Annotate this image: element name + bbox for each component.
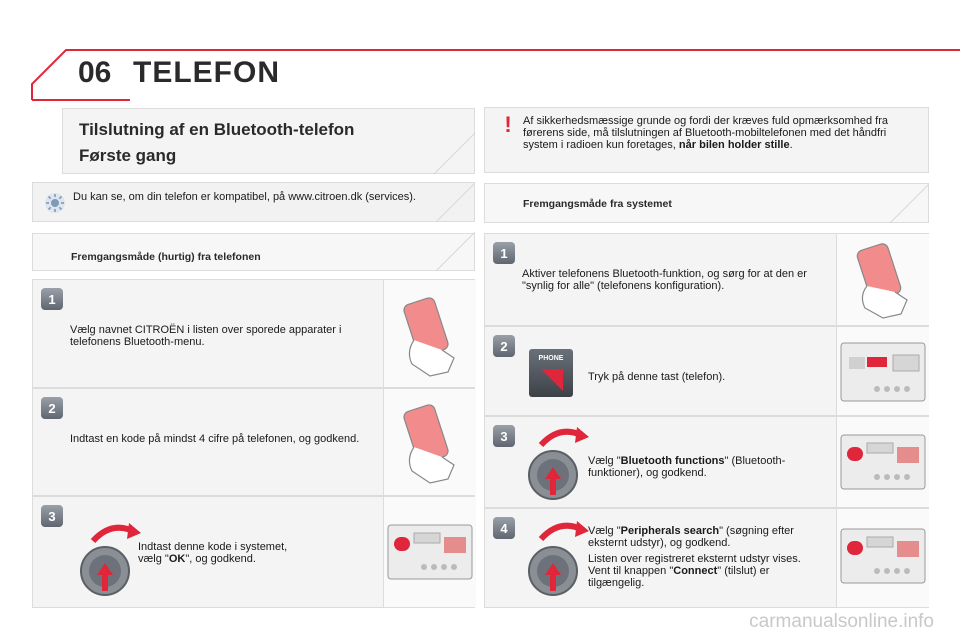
rotary-knob-icon [75,515,145,605]
left-step-3-image [383,497,476,607]
left-step-2-image [383,389,476,495]
phone-hand-icon [837,234,929,325]
sun-icon [43,191,67,215]
step-badge: 1 [41,288,63,310]
right-step-3-text: Vælg "Bluetooth functions" (Bluetooth-funktioner), og godkend. [588,455,786,479]
phone-hand-icon [384,389,476,495]
press-arrow-icon [539,367,565,395]
right-step-1-image [836,234,929,325]
right-step-2-text: Tryk på denne tast (telefon). [588,371,726,383]
heading-line1: Tilslutning af en Bluetooth-telefon [79,120,355,139]
phone-key-label: PHONE [538,355,564,362]
step-badge: 1 [493,242,515,264]
chapter-title: TELEFON [133,56,280,89]
left-section-title: Fremgangsmåde (hurtig) fra telefonen [71,251,261,263]
rotary-knob-icon [523,515,593,605]
step-badge: 2 [493,335,515,357]
tip-panel [32,182,475,222]
radio-unit-icon [837,327,929,415]
phone-hand-icon [384,280,476,387]
left-step-1-text: Vælg navnet CITROËN i listen over sporede apparater i telefonens Bluetooth-menu. [70,324,342,348]
chapter-number: 06 [78,56,112,89]
warning-panel [484,107,929,173]
watermark: carmanualsonline.info [749,611,934,632]
right-step-4-image [836,509,929,607]
right-step-3-image [836,417,929,507]
right-step-4 [484,508,929,608]
left-step-2 [32,388,475,496]
tip-text: Du kan se, om din telefon er kompatibel, på www.citroen.dk (services). [73,191,416,203]
header-frame-line [0,0,960,110]
rotary-knob-icon [523,423,593,507]
left-step-3 [32,496,475,608]
right-title-panel [484,183,929,223]
left-step-2-text: Indtast en kode på mindst 4 cifre på telefonen, og godkend. [70,433,360,445]
right-step-1 [484,233,929,326]
step-badge: 2 [41,397,63,419]
right-step-2 [484,326,929,416]
radio-unit-icon [837,417,929,507]
right-step-4-text: Vælg "Peripherals search" (søgning efter eksternt udstyr), og godkend. Listen over registreret eksternt udstyr vises. Vent til knappen "Connect" (tilslut) er tilgængelig. [588,525,801,589]
left-title-panel [32,233,475,271]
step-badge: 3 [41,505,63,527]
left-step-1-image [383,280,476,387]
left-step-1 [32,279,475,388]
step-badge: 3 [493,425,515,447]
phone-key [529,349,573,397]
right-section-title: Fremgangsmåde fra systemet [523,198,672,210]
warning-bold: når bilen holder stille [678,139,790,151]
right-step-2-image [836,327,929,415]
radio-unit-icon [837,509,929,607]
left-step-3-text: Indtast denne kode i systemet, vælg "OK", og godkend. [138,541,288,565]
right-step-1-text: Aktiver telefonens Bluetooth-funktion, og sørg for at den er "synlig for alle" (telefonens konfiguration). [522,268,807,292]
warning-text: Af sikkerhedsmæssige grunde og fordi der kræves fuld opmærksomhed fra førerens side, må tilslutningen af Bluetooth-mobiltelefonen med det håndfri system i radioen kun foretages, når bilen holder stille. [523,115,888,151]
heading-panel [62,108,475,174]
heading-line2: Første gang [79,146,177,165]
right-step-3 [484,416,929,508]
step-badge: 4 [493,517,515,539]
radio-unit-icon [384,497,476,607]
warning-icon: ! [504,112,512,137]
